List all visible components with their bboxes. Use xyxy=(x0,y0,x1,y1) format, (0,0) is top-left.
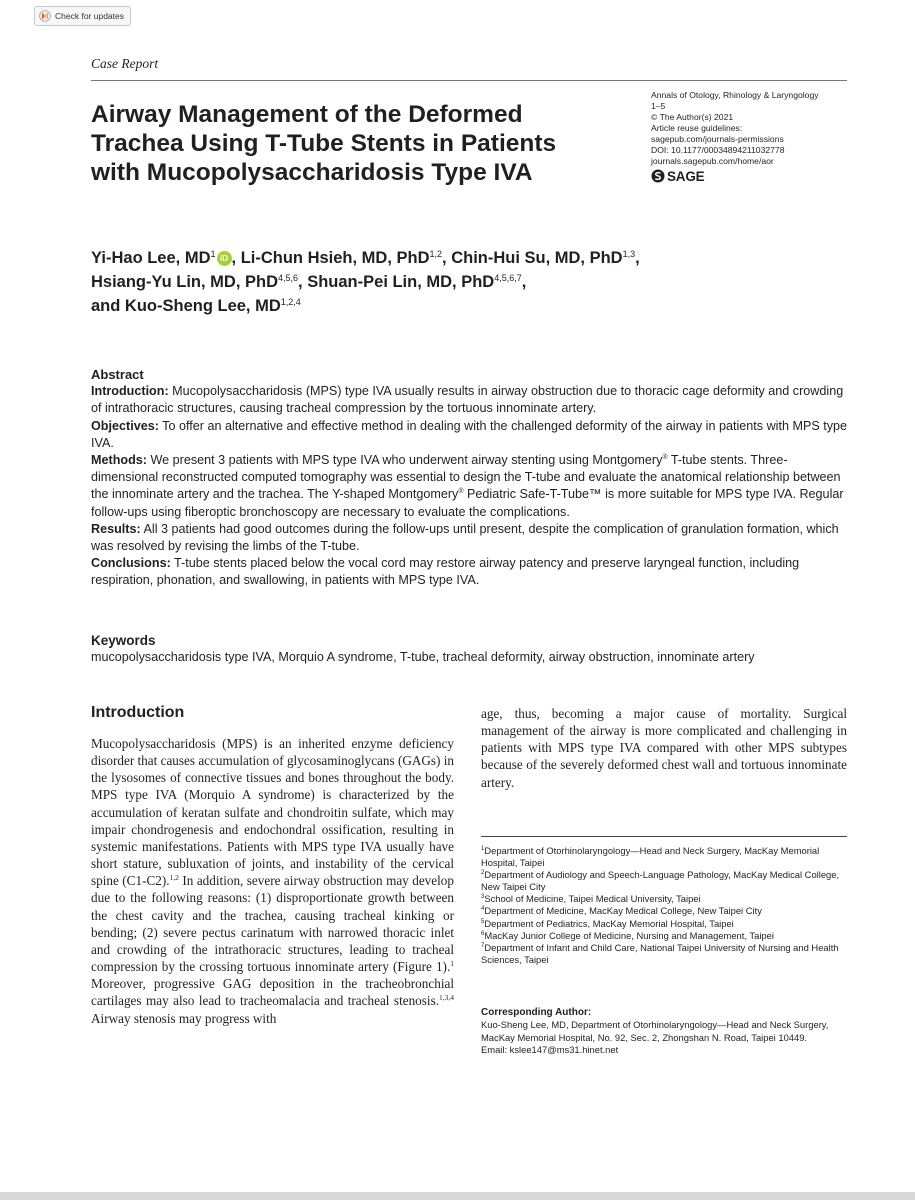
affiliation-item: $^5$Department of Pediatrics, MacKay Memorial Hospital, Taipei xyxy=(481,917,734,929)
introduction-heading: Introduction xyxy=(91,704,185,721)
author-affiliation: 4,5,6 xyxy=(278,273,299,283)
author-name: Hsiang-Yu Lin, MD, PhD xyxy=(91,273,279,291)
affiliation-item: $^6$MacKay Junior College of Medicine, Nursing and Management, Taipei xyxy=(481,929,774,941)
orcid-icon[interactable]: iD xyxy=(217,251,232,266)
keywords-text: mucopolysaccharidosis type IVA, Morquio A syndrome, T-tube, tracheal deformity, airway obstruction, innominate artery xyxy=(91,650,755,664)
affiliation-item: $^3$School of Medicine, Taipei Medical University, Taipei xyxy=(481,893,701,905)
author-affiliation: 1,2,4 xyxy=(280,297,301,307)
affiliations xyxy=(481,845,851,966)
title-line: Trachea Using T-Tube Stents in Patients xyxy=(91,130,557,157)
article-title xyxy=(91,100,636,187)
author-affiliation: 1,3 xyxy=(622,249,636,259)
author-name: and Kuo-Sheng Lee, MD xyxy=(91,297,281,315)
keywords xyxy=(91,632,851,666)
affiliation-item: $^4$Department of Medicine, MacKay Medical College, New Taipei City xyxy=(481,905,762,917)
sage-logo-text: SAGE xyxy=(667,168,705,184)
copyright: © The Author(s) 2021 xyxy=(651,112,734,122)
author-list: Yi-Hao Lee, $MD^1$ iD , Li-Chun Hsieh, MD, PhD$^{1,2}$, Chin-Hui Su, MD, PhD$^{1,3}$, Hsiang-Yu Lin, MD, PhD$^{4,5,6}$, Shuan-Pei Lin, MD, PhD$^{4,5,6,7}$, and Kuo-Sheng Lee, MD$^{1,2,4}$ xyxy=(91,249,640,315)
page-range: 1–5 xyxy=(651,101,666,111)
affiliation-item: $^1$Department of Otorhinolaryngology—Head and Neck Surgery, MacKay Memorial Hospital, Taipei xyxy=(481,845,820,869)
author-affiliation: 1,2 xyxy=(429,249,443,259)
author-affiliation: 1 xyxy=(210,249,216,259)
affiliations-divider xyxy=(481,836,847,837)
abstract-heading: Abstract xyxy=(91,367,144,382)
author-name: Shuan-Pei Lin, MD, PhD xyxy=(307,273,495,291)
affiliation-item: $^2$Department of Audiology and Speech-Language Pathology, MacKay Medical College, New Taipei City xyxy=(481,869,840,893)
journal-home-link[interactable]: journals.sagepub.com/home/aor xyxy=(651,156,774,166)
header-divider xyxy=(91,80,847,81)
reuse-guidelines-label: Article reuse guidelines: xyxy=(651,123,743,133)
check-for-updates-button[interactable] xyxy=(34,6,131,26)
affiliation-item: $^7$Department of Infant and Child Care, National Taipei University of Nursing and Health Sciences, Taipei xyxy=(481,941,839,965)
sage-logo xyxy=(651,169,856,183)
check-for-updates-label: Check for updates xyxy=(55,11,124,21)
author-name: Yi-Hao Lee, MD xyxy=(91,249,211,267)
doi-link[interactable]: DOI: 10.1177/00034894211032778 xyxy=(651,145,785,155)
journal-name: Annals of Otology, Rhinology & Laryngology xyxy=(651,90,819,100)
abstract-conclusions: Conclusions: T-tube stents placed below the vocal cord may restore airway patency and preserve laryngeal function, including respiration, phonation, and swallowing, in patients with MPS type IVA. xyxy=(91,556,800,588)
citation-ref[interactable]: 1 xyxy=(450,959,454,969)
corresponding-author xyxy=(481,1007,851,1057)
title-line: Airway Management of the Deformed xyxy=(91,101,523,128)
sage-logo-icon xyxy=(651,169,665,183)
abstract xyxy=(91,366,849,590)
title-line: with Mucopolysaccharidosis Type IVA xyxy=(91,159,533,186)
author-name: Li-Chun Hsieh, MD, PhD xyxy=(240,249,430,267)
abstract-objectives: Objectives: To offer an alternative and effective method in dealing with the challenged deformity of the airway in patients with MPS type IVA. xyxy=(91,418,848,450)
author-affiliation: 4,5,6,7 xyxy=(494,273,522,283)
introduction-column-2: age, thus, becoming a major cause of mortality. Surgical management of the airway is more complicated and challenging in patients with MPS type IVA compared with other MPS subtypes because of the severely deformed chest wall and tortuous innominate artery. xyxy=(481,706,847,790)
page-bottom-edge xyxy=(0,1192,915,1200)
journal-info xyxy=(651,90,856,183)
introduction-column-1: Mucopolysaccharidosis (MPS) is an inherited enzyme deficiency disorder that causes accumulation of glycosaminoglycans (GAGs) in the lysosomes of connective tissues and bones throughout the body. MPS type IVA (Morquio A syndrome) is characterized by the accumulation of keratan sulfate and chondroitin sulfate, which may impair chondrogenesis and endochondral ossification, resulting in systemic manifestations. Patients with MPS type IVA usually have short stature, subluxation of joints, and instability of the cervical spine (C1-C2).$^{1,2}$ In addition, severe airway obstruction may develop due to the following reasons: (1) disproportionate growth between the chest cavity and the trachea, causing tracheal kinking or bending; (2) severe pectus carinatum with narrowed thoracic inlet and crowding of the intrathoracic structures, leading to tracheal compression by the crossing tortuous innominate artery (Figure 1).$^1$ Moreover, progressive GAG deposition in the tracheobronchial cartilages may also lead to tracheomalacia and tracheal stenosis.$^{1,3,4}$ Airway stenosis may progress with xyxy=(91,736,454,1026)
abstract-results: Results: All 3 patients had good outcomes during the follow-ups until present, despite the complication of granulation formation, which was resolved by revising the limbs of the T-tube. xyxy=(91,521,839,554)
corresponding-email[interactable]: Email: kslee147@ms31.hinet.net xyxy=(481,1044,619,1056)
citation-ref[interactable]: 1,2 xyxy=(169,873,179,883)
check-for-updates-icon xyxy=(39,10,51,22)
abstract-introduction: Introduction: Mucopolysaccharidosis (MPS) type IVA usually results in airway obstruction due to thoracic cage deformity and crowding of intrathoracic structures, causing tracheal compression by the tortuous innominate artery. xyxy=(91,384,844,416)
author-name: Chin-Hui Su, MD, PhD xyxy=(451,249,623,267)
article-type: Case Report xyxy=(91,56,159,71)
corresponding-heading: Corresponding Author: xyxy=(481,1007,592,1018)
permissions-link[interactable]: sagepub.com/journals-permissions xyxy=(651,134,784,144)
corresponding-address: Kuo-Sheng Lee, MD, Department of Otorhinolaryngology—Head and Neck Surgery, MacKay Memorial Hospital, No. 92, Sec. 2, Zhongshan N. Road, Taipei 10449. xyxy=(481,1019,829,1043)
citation-ref[interactable]: 1,3,4 xyxy=(439,993,454,1003)
abstract-methods: Methods: We present 3 patients with MPS type IVA who underwent airway stenting using Montgomery® T-tube stents. Three-dimensional reconstructed computed tomography was essential to design the T-tube and evaluate the anatomical relationship between the innominate artery and the trachea. The Y-shaped Montgomery® Pediatric Safe-T-Tube™ is more suitable for MPS type IVA. Regular follow-ups using fiberoptic bronchoscopy are necessary to evaluate the complications. xyxy=(91,453,844,519)
keywords-heading: Keywords xyxy=(91,633,156,648)
